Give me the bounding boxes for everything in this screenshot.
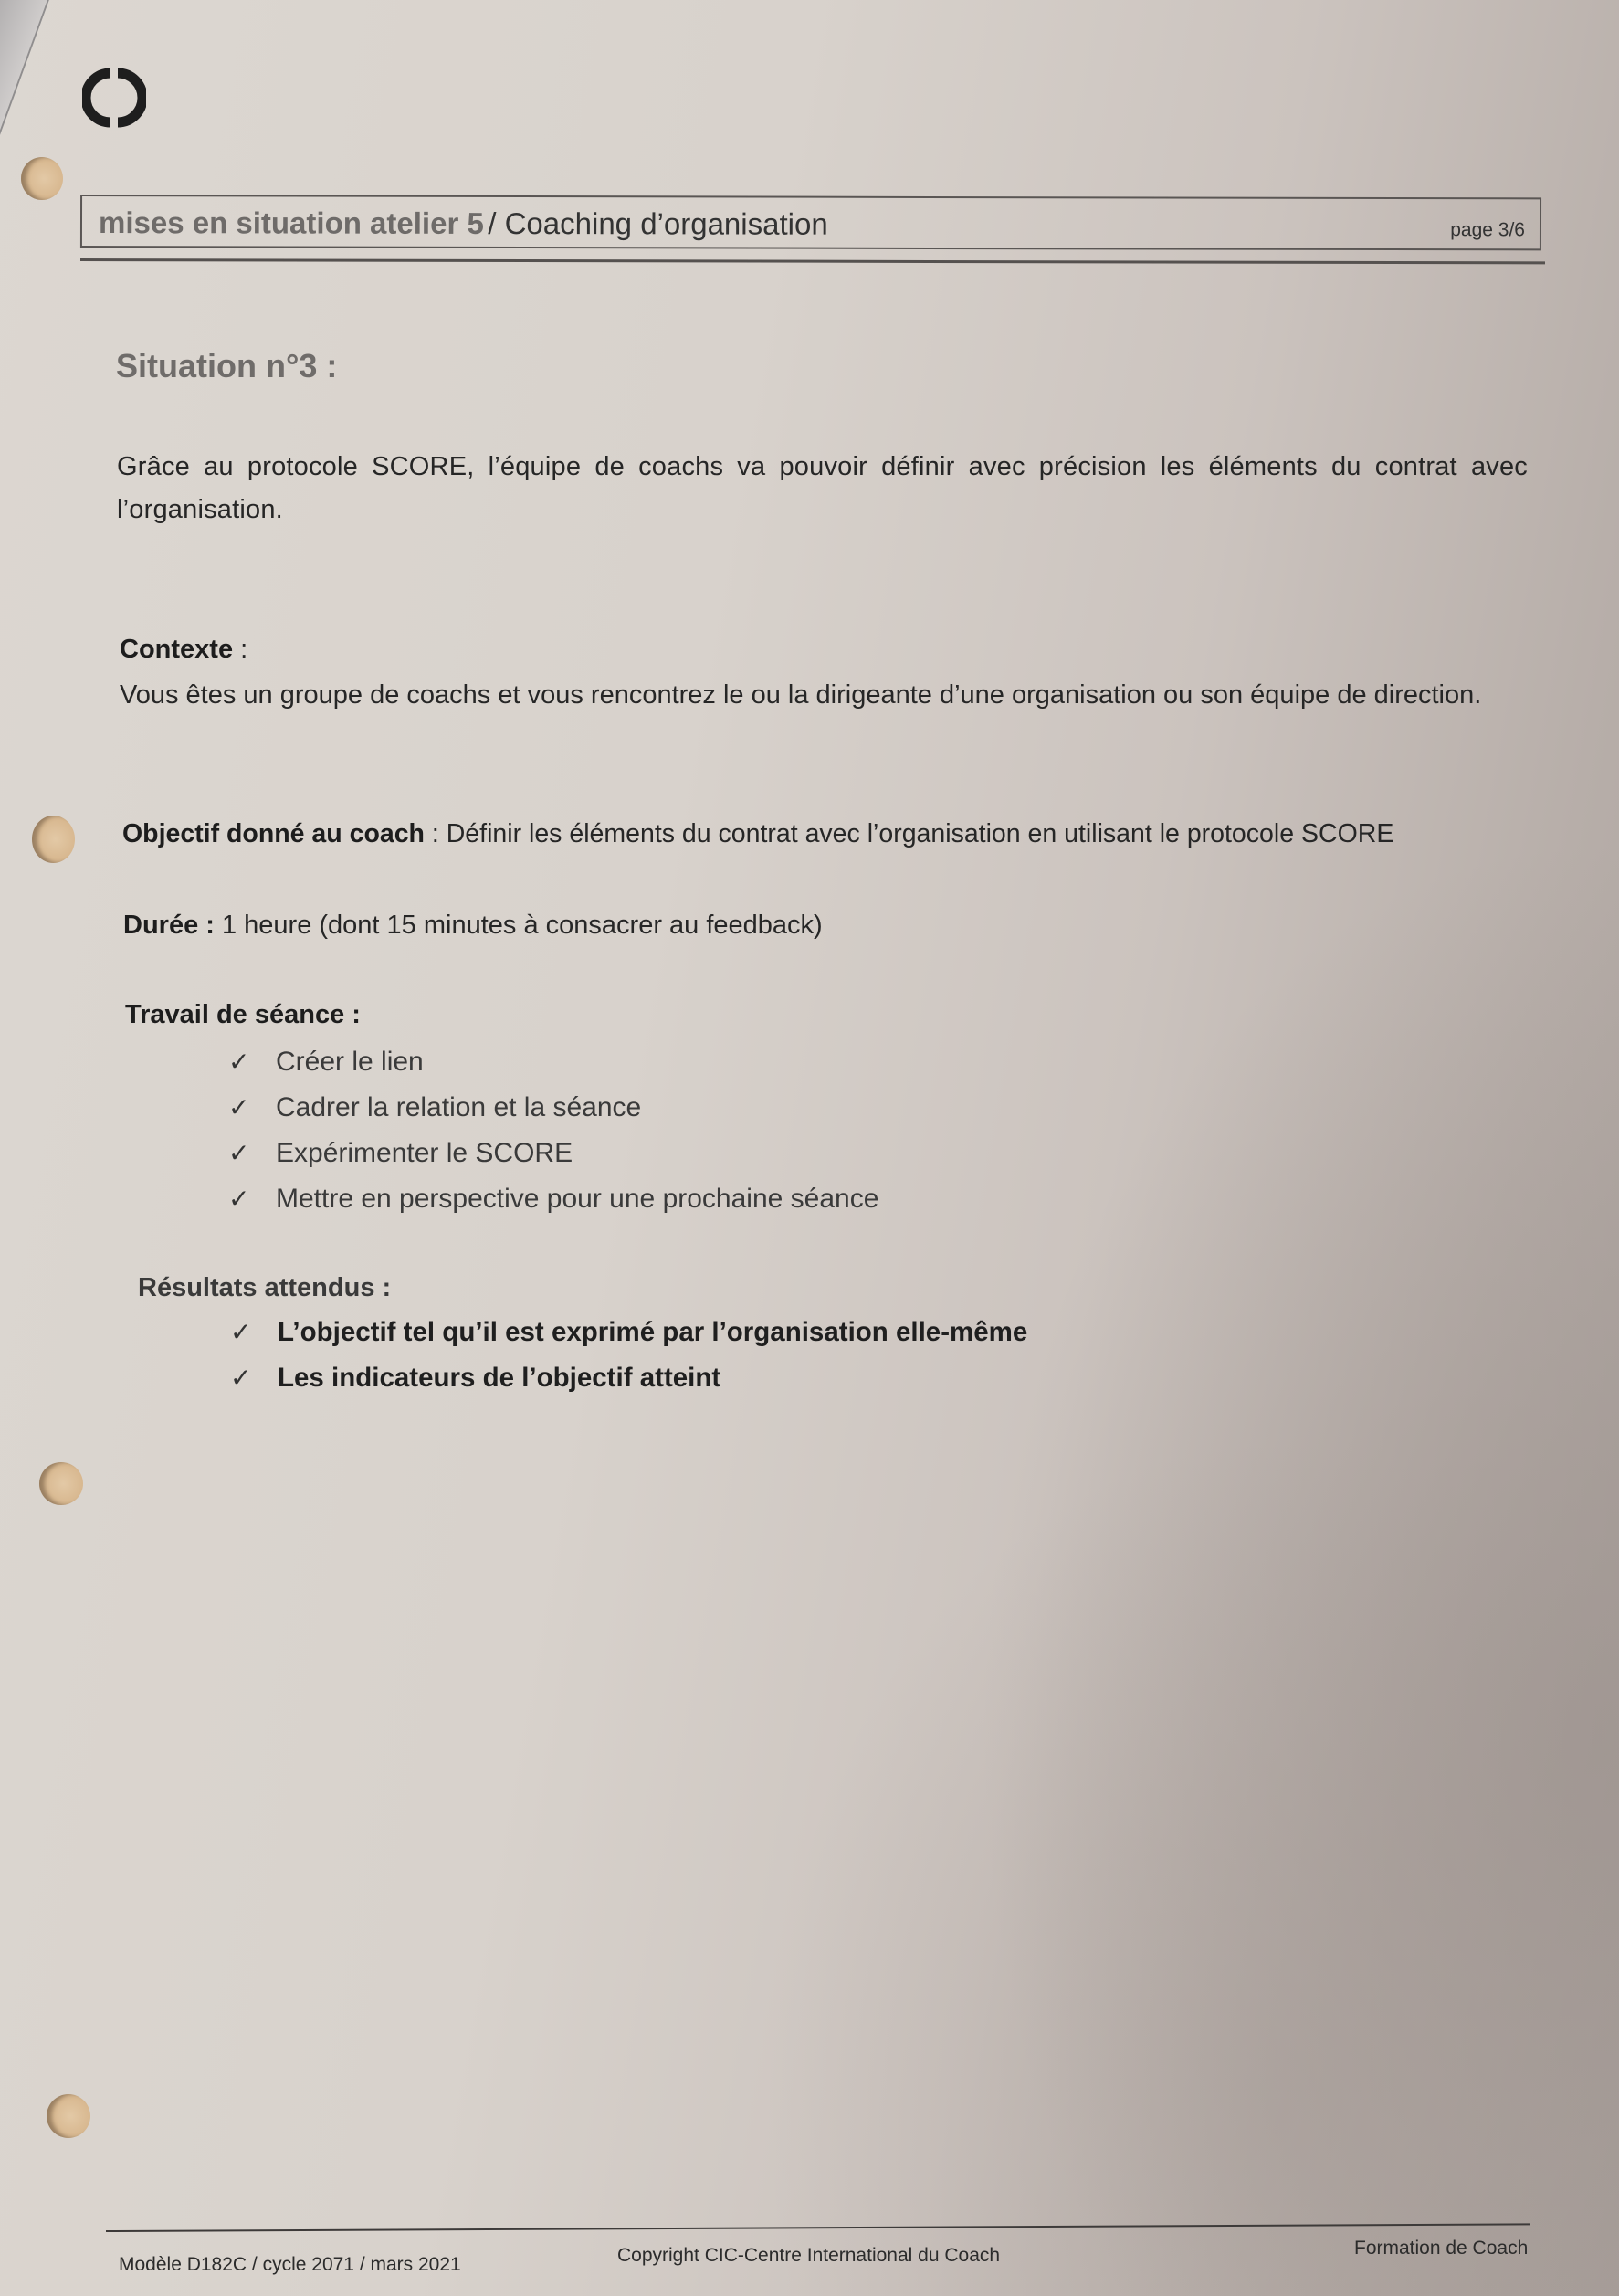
contexte-heading — [120, 628, 247, 671]
list-item — [228, 1038, 878, 1084]
footer-copyright: Copyright CIC-Centre International du Coach — [617, 2245, 1001, 2266]
punch-hole-3 — [39, 1462, 83, 1505]
objectif-label: Objectif donné au coach — [122, 819, 425, 848]
checkmark-icon: ✓ — [230, 1317, 252, 1346]
duree-line — [123, 904, 823, 947]
contexte-separator: : — [233, 635, 248, 664]
travail-heading: Travail de séance : — [125, 1000, 361, 1029]
list-item — [230, 1309, 1027, 1354]
document-header — [80, 195, 1541, 250]
list-item-text: Mettre en perspective pour une prochaine séance — [276, 1183, 879, 1214]
footer-divider — [106, 2223, 1530, 2232]
punch-hole-4 — [47, 2094, 90, 2138]
footer-model-info: Modèle D182C / cycle 2071 / mars 2021 — [119, 2254, 461, 2275]
duree-text: 1 heure (dont 15 minutes à consacrer au feedback) — [214, 911, 823, 940]
checkmark-icon: ✓ — [228, 1184, 250, 1213]
situation-title: Situation n°3 : — [116, 347, 338, 384]
list-item-text: Expérimenter le SCORE — [276, 1137, 573, 1168]
list-item — [228, 1130, 878, 1175]
punch-hole-1 — [21, 157, 63, 200]
objectif-line — [122, 813, 1393, 856]
list-item-text: L’objectif tel qu’il est exprimé par l’organisation elle-même — [278, 1316, 1028, 1347]
duree-label: Durée : — [123, 911, 215, 940]
checkmark-icon: ✓ — [228, 1092, 250, 1122]
checkmark-icon: ✓ — [228, 1047, 250, 1076]
punch-hole-2 — [32, 816, 75, 863]
checkmark-icon: ✓ — [228, 1138, 250, 1167]
contexte-body: Vous êtes un groupe de coachs et vous rencontrez le ou la dirigeante d’une organisation ou son équipe de direction. — [120, 680, 1482, 710]
objectif-text: : Définir les éléments du contrat avec l’organisation en utilisant le protocole SCORE — [424, 819, 1394, 848]
list-item — [228, 1084, 878, 1130]
header-divider — [80, 258, 1545, 264]
page-corner-fold — [0, 0, 59, 137]
header-title-main: mises en situation atelier 5 — [98, 205, 484, 240]
footer-formation: Formation de Coach — [1354, 2238, 1529, 2259]
travail-checklist — [228, 1038, 878, 1221]
intro-paragraph: Grâce au protocole SCORE, l’équipe de coachs va pouvoir définir avec précision les éléments du contrat avec l’organisation. — [117, 452, 1528, 524]
list-item — [228, 1175, 878, 1221]
checkmark-icon: ✓ — [230, 1363, 252, 1392]
resultats-heading: Résultats attendus : — [138, 1273, 392, 1302]
circle-brackets-logo-icon — [82, 66, 146, 130]
header-title-sub: / Coaching d’organisation — [488, 205, 828, 241]
page-number: page 3/6 — [1450, 219, 1526, 241]
list-item-text: Les indicateurs de l’objectif atteint — [278, 1362, 721, 1393]
contexte-label: Contexte — [120, 635, 234, 664]
list-item — [230, 1354, 1027, 1400]
resultats-checklist — [230, 1309, 1027, 1400]
header-title — [99, 205, 828, 242]
list-item-text: Cadrer la relation et la séance — [276, 1091, 642, 1122]
list-item-text: Créer le lien — [276, 1046, 424, 1077]
